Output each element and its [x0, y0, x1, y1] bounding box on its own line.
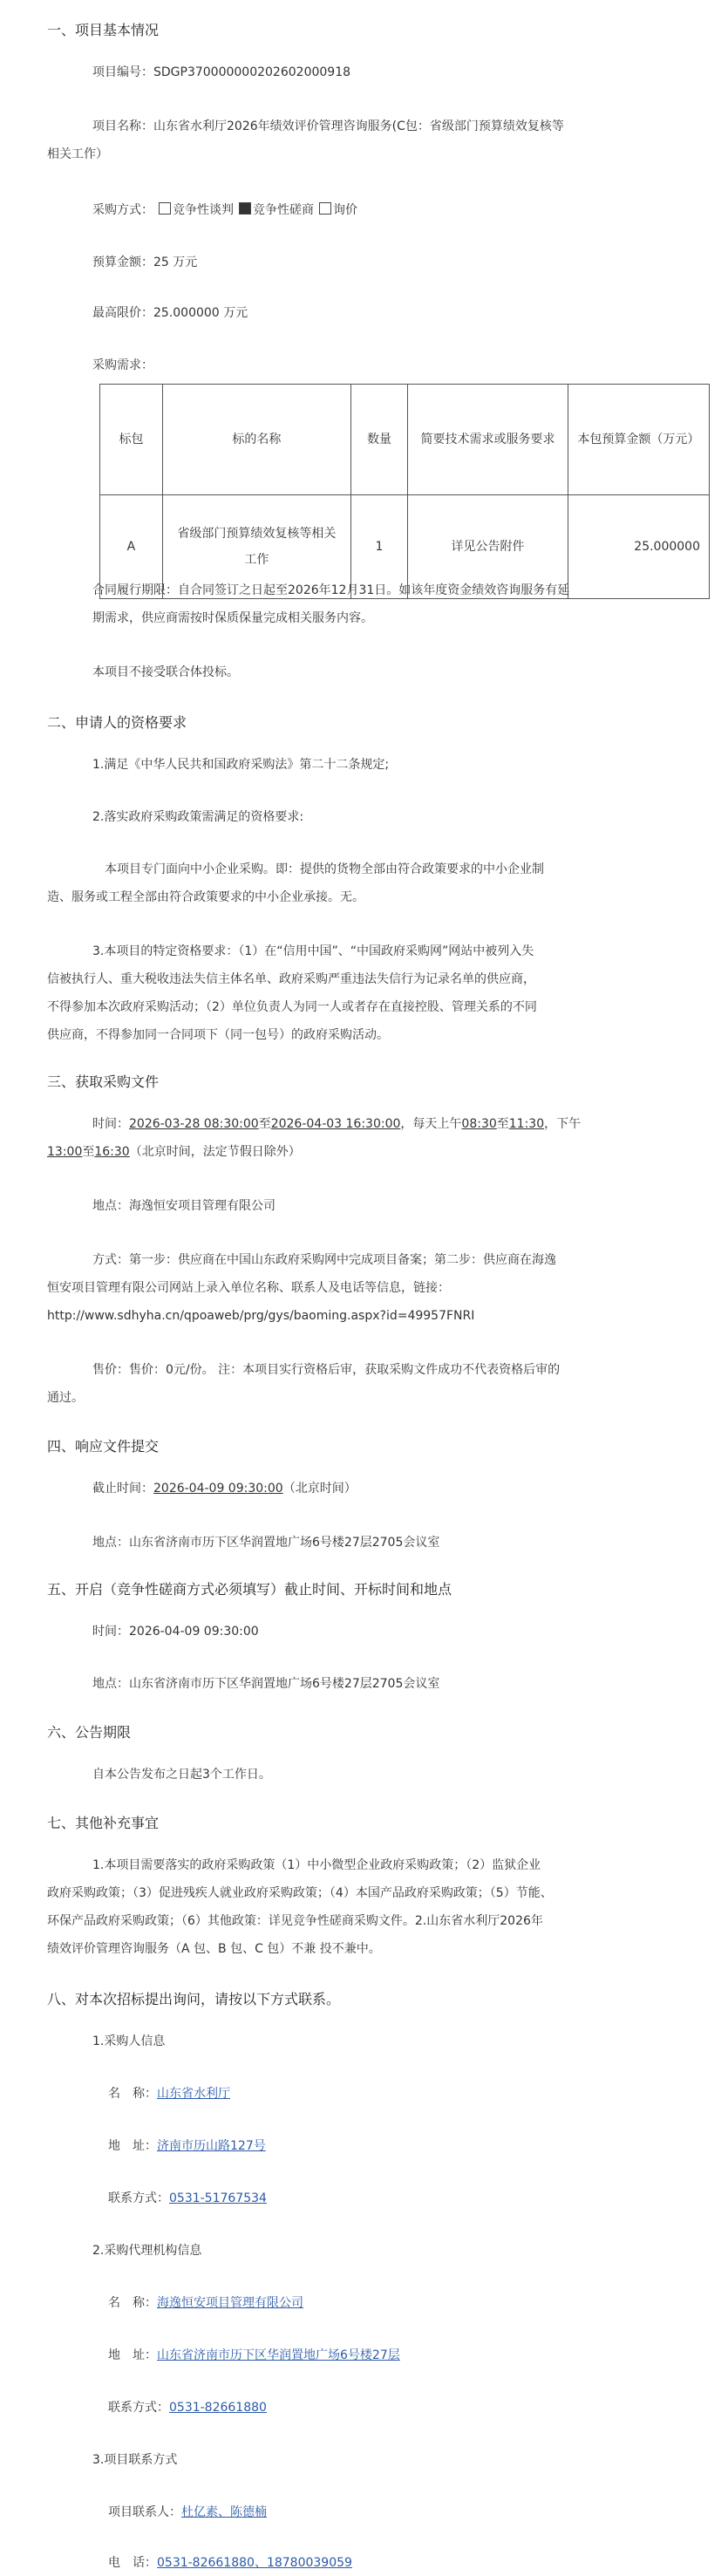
table-header-cell: 简要技术需求或服务要求: [408, 385, 568, 495]
buyer-name: 山东省水利厅: [157, 2087, 230, 2101]
section-title-other-matters: 七、其他补充事宜: [47, 1815, 160, 1831]
checkbox-consultation-checked-icon: [239, 202, 251, 215]
contract-period-line1: 合同履行期限：自合同签订之日起至2026年12月31日。如该年度资金绩效咨询服务有延: [92, 583, 570, 597]
table-cell: 省级部门预算绩效复核等相关工作: [162, 495, 350, 599]
project-contact-person: 杜亿素、陈德楠: [181, 2505, 267, 2519]
opening-time: 时间：2026-04-09 09:30:00: [92, 1625, 259, 1639]
agent-info-title: 2.采购代理机构信息: [92, 2244, 202, 2258]
buyer-address: 济南市历山路127号: [157, 2139, 266, 2153]
table-cell: 详见公告附件: [408, 495, 568, 599]
project-phone: 0531-82661880、18780039059: [157, 2556, 352, 2570]
buyer-address-label: 地 址：: [108, 2139, 157, 2153]
am-start: 08:30: [461, 1117, 497, 1131]
section-title-notice-period: 六、公告期限: [47, 1724, 132, 1741]
agent-address-label: 地 址：: [108, 2348, 157, 2362]
time-to: 至: [258, 1117, 271, 1131]
obtain-way-line2: 恒安项目管理有限公司网站上录入单位名称、联系人及电话等信息，链接：: [47, 1281, 450, 1295]
table-header-cell: 数量: [350, 385, 407, 495]
notice-period-text: 自本公告发布之日起3个工作日。: [92, 1768, 271, 1782]
table-cell: A: [100, 495, 163, 599]
project-contact-title: 3.项目联系方式: [92, 2453, 178, 2467]
deadline-value: 2026-04-09 09:30:00: [153, 1482, 283, 1496]
agent-name: 海逸恒安项目管理有限公司: [157, 2296, 303, 2310]
qualification-2-text-line2: 造、服务或工程全部由符合政策要求的中小企业承接。无。: [47, 890, 364, 904]
qualification-3-line4: 供应商，不得参加同一合同项下（同一包号）的政府采购活动。: [47, 1028, 389, 1042]
document-price-line2: 通过。: [47, 1391, 84, 1405]
section-title-contacts: 八、对本次招标提出询问，请按以下方式联系。: [47, 1991, 341, 2007]
section-title-opening: 五、开启（竞争性磋商方式必须填写）截止时间、开标时间和地点: [47, 1581, 452, 1598]
obtain-time: [92, 1111, 581, 1137]
agent-name-row: [108, 2290, 303, 2316]
qualification-2-text-line1: 本项目专门面向中小企业采购。即：提供的货物全部由符合政策要求的中小企业制: [105, 862, 544, 876]
obtain-place: 地点：海逸恒安项目管理有限公司: [92, 1199, 276, 1213]
buyer-contact-label: 联系方式：: [108, 2191, 169, 2205]
project-contact-person-row: [108, 2499, 267, 2525]
project-name-line1: 项目名称：山东省水利厅2026年绩效评价管理咨询服务(C包：省级部门预算绩效复核等: [92, 119, 564, 133]
section-title-basic-info: 一、项目基本情况: [47, 22, 160, 38]
time-start: 2026-03-28 08:30:00: [129, 1117, 259, 1131]
other-matters-line2: 政府采购政策；（3）促进残疾人就业政府采购政策；（4）本国产品政府采购政策；（5）节能、: [47, 1886, 553, 1900]
project-phone-row: [108, 2550, 352, 2576]
buyer-info-title: 1.采购人信息: [92, 2034, 166, 2048]
time-daily: ，每天上午: [400, 1117, 462, 1131]
project-contact-person-label: 项目联系人：: [108, 2505, 181, 2519]
other-matters-line4: 绩效评价管理咨询服务（A 包、B 包、C 包）不兼 投不兼中。: [47, 1942, 381, 1956]
deadline-label: 截止时间：: [92, 1482, 153, 1496]
table-cell: 25.000000: [568, 495, 709, 599]
qualification-2: 2.落实政府采购政策需满足的资格要求:: [92, 810, 304, 824]
procurement-method: [92, 197, 357, 223]
max-price: 最高限价：25.000000 万元: [92, 306, 248, 320]
buyer-address-row: [108, 2133, 266, 2159]
document-price-line1: 售价：售价：0元/份。 注：本项目实行资格后审，获取采购文件成功不代表资格后审的: [92, 1363, 561, 1377]
method-option-consultation: 竞争性磋商: [253, 203, 314, 217]
agent-name-label: 名 称：: [108, 2296, 157, 2310]
time-label: 时间：: [92, 1117, 129, 1131]
opening-place: 地点：山东省济南市历下区华润置地广场6号楼27层2705会议室: [92, 1677, 440, 1691]
pm-to: 至: [82, 1145, 95, 1159]
checkbox-inquiry-icon: [319, 202, 331, 215]
agent-contact-label: 联系方式：: [108, 2401, 169, 2415]
agent-contact-row: [108, 2395, 267, 2421]
table-header-row: [100, 385, 710, 495]
submission-deadline: [92, 1475, 357, 1502]
buyer-name-row: [108, 2081, 230, 2107]
buyer-phone: 0531-51767534: [169, 2191, 267, 2205]
table-header-cell: 本包预算金额（万元）: [568, 385, 709, 495]
agent-address-row: [108, 2342, 400, 2368]
budget-amount: 预算金额：25 万元: [92, 256, 198, 269]
project-name-line2: 相关工作）: [47, 147, 108, 161]
other-matters-line3: 环保产品政府采购政策；（6）其他政策：详见竞争性磋商采购文件。2.山东省水利厅2026年: [47, 1914, 543, 1928]
time-note: （北京时间，法定节假日除外）: [129, 1145, 301, 1159]
am-to: 至: [496, 1117, 509, 1131]
qualification-3-line2: 信被执行人、重大税收违法失信主体名单、政府采购严重违法失信行为记录名单的供应商，: [47, 972, 535, 986]
section-title-submission: 四、响应文件提交: [47, 1438, 160, 1455]
project-phone-label: 电 话：: [108, 2556, 157, 2570]
requirements-table: [99, 384, 710, 599]
checkbox-negotiation-icon: [159, 202, 171, 215]
obtain-way-line1: 方式：第一步：供应商在中国山东政府采购网中完成项目备案；第二步：供应商在海逸: [92, 1253, 556, 1267]
time-end: 2026-04-03 16:30:00: [270, 1117, 401, 1131]
deadline-note: （北京时间）: [282, 1482, 357, 1496]
table-cell: 1: [350, 495, 407, 599]
pm-end: 16:30: [94, 1145, 130, 1159]
buyer-name-label: 名 称：: [108, 2087, 157, 2101]
method-option-negotiation: 竞争性谈判: [173, 203, 234, 217]
table-header-cell: 标包: [100, 385, 163, 495]
qualification-3-line3: 不得参加本次政府采购活动；（2）单位负责人为同一人或者存在直接控股、管理关系的不同: [47, 1000, 537, 1014]
registration-link[interactable]: http://www.sdhyha.cn/qpoaweb/prg/gys/baoming.aspx?id=49957FNRI: [47, 1309, 475, 1323]
qualification-1: 1.满足《中华人民共和国政府采购法》第二十二条规定;: [92, 758, 390, 772]
method-option-inquiry: 询价: [333, 203, 357, 217]
am-end: 11:30: [508, 1117, 545, 1131]
requirements-label: 采购需求：: [92, 358, 153, 372]
obtain-time-line2: [47, 1139, 301, 1165]
contract-period-line2: 期需求，供应商需按时保质保量完成相关服务内容。: [92, 611, 373, 625]
table-header-cell: 标的名称: [162, 385, 350, 495]
other-matters-line1: 1.本项目需要落实的政府采购政策（1）中小微型企业政府采购政策；（2）监狱企业: [92, 1858, 541, 1872]
section-title-qualifications: 二、申请人的资格要求: [47, 714, 187, 731]
agent-address: 山东省济南市历下区华润置地广场6号楼27层: [157, 2348, 400, 2362]
method-label: 采购方式：: [92, 203, 153, 217]
agent-phone: 0531-82661880: [169, 2401, 267, 2415]
submission-place: 地点：山东省济南市历下区华润置地广场6号楼27层2705会议室: [92, 1536, 440, 1550]
section-title-obtain-documents: 三、获取采购文件: [47, 1073, 160, 1090]
pm-label: ，下午: [544, 1117, 582, 1131]
buyer-contact-row: [108, 2185, 267, 2211]
no-joint-bid: 本项目不接受联合体投标。: [92, 665, 239, 679]
project-number: 项目编号：SDGP370000000202602000918: [92, 65, 351, 79]
pm-start: 13:00: [47, 1145, 83, 1159]
qualification-3-line1: 3.本项目的特定资格要求：（1）在“信用中国”、“中国政府采购网”网站中被列入失: [92, 944, 534, 958]
